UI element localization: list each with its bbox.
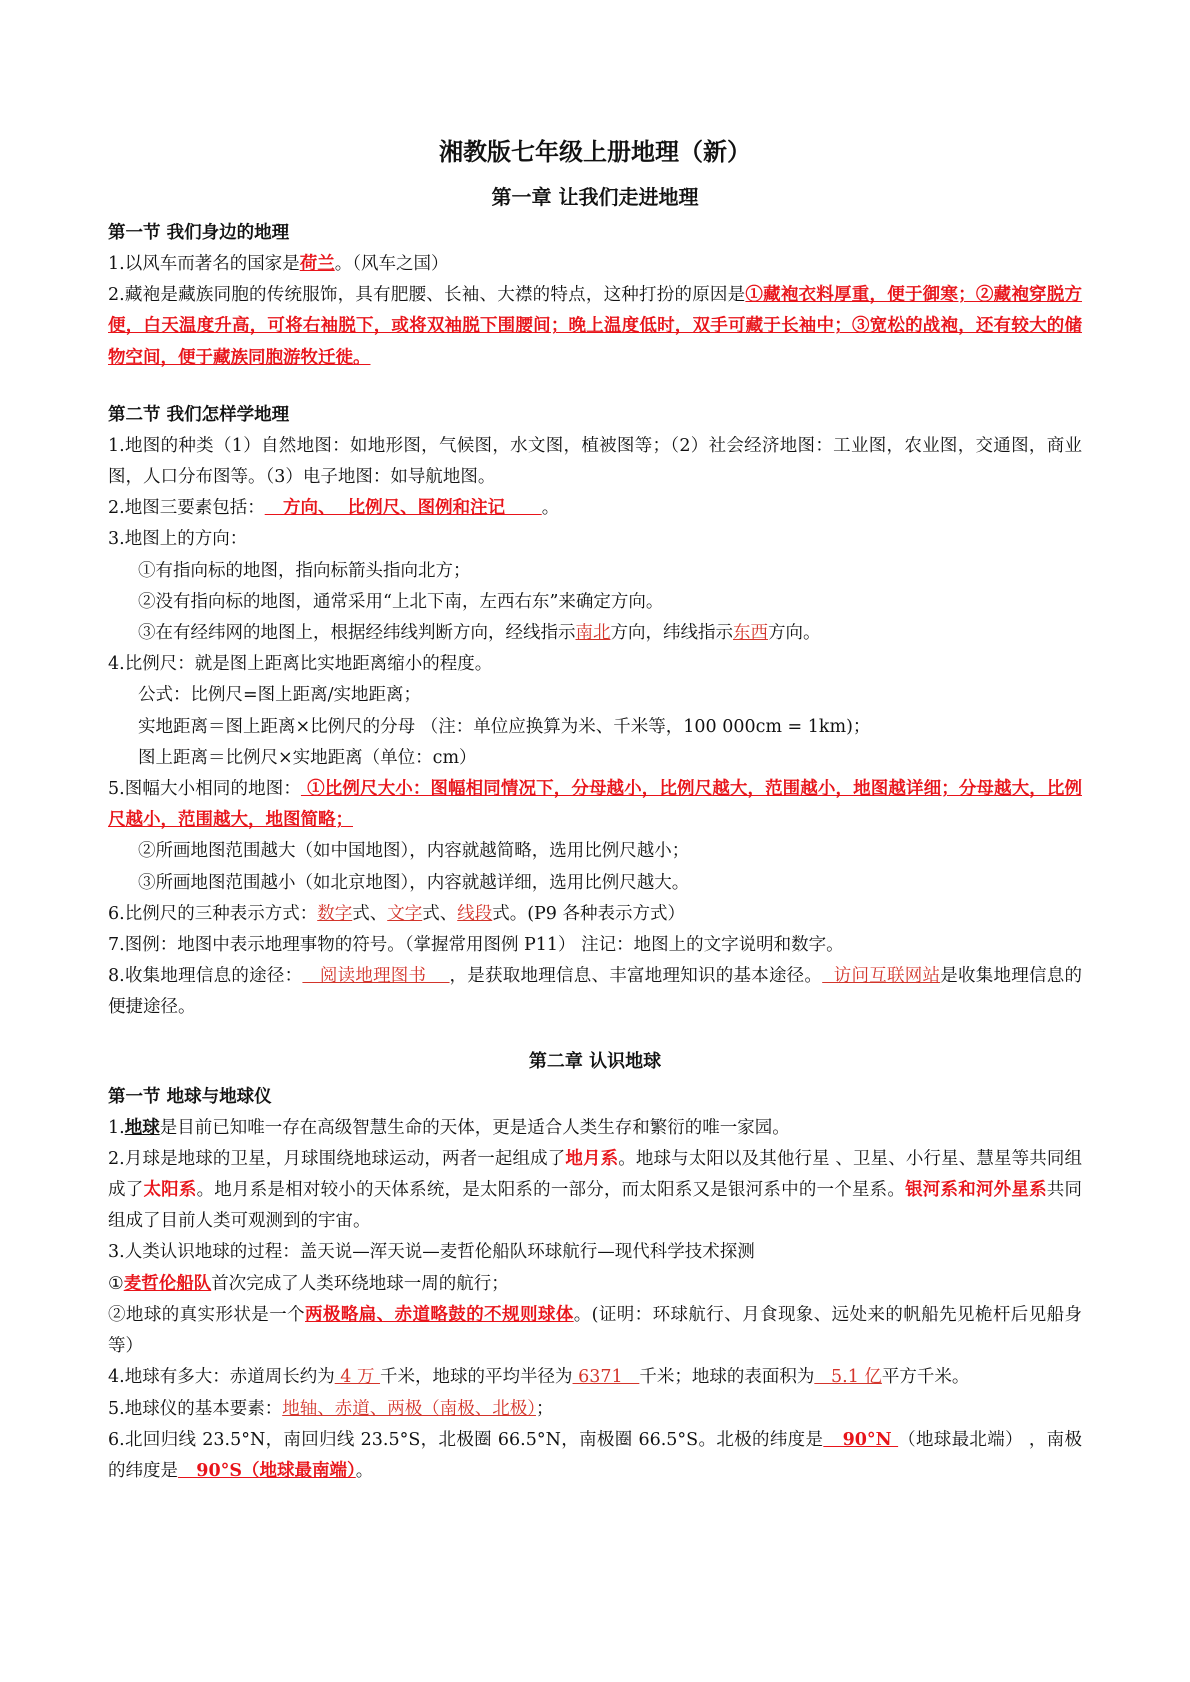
answer-text: 南北	[575, 623, 611, 644]
item-1-2-4c: 图上距离＝比例尺×实地距离（单位：cm）	[138, 747, 477, 768]
key-term: 地球	[124, 1117, 160, 1138]
item-1-2-7: 7.图例：地图中表示地理事物的符号。（掌握常用图例 P11） 注记：地图上的文字说明和数字。	[108, 935, 844, 956]
item-1-2-3a: ①有指向标的地图，指向标箭头指向北方；	[138, 560, 471, 581]
item-1-1-2: 2.藏袍是藏族同胞的传统服饰，具有肥腰、长袖、大襟的特点，这种打扮的原因是①藏袍衣料厚重，便于御寒；②藏袍穿脱方便，白天温度升高，可将右袖脱下，或将双袖脱下围腰间；晚上温度低时，双手可藏于长袖中；③宽松的战袍，还有较大的储物空间，便于藏族同胞游牧迁徙。	[108, 285, 1083, 368]
item-1-2-4: 4.比例尺：就是图上距离比实地距离缩小的程度。	[108, 654, 493, 675]
section-1-2-title: 第二节 我们怎样学地理	[108, 404, 290, 425]
answer-text: 90°S（地球最南端）	[178, 1460, 356, 1481]
item-1-1-1: 1.以风车而著名的国家是荷兰。（风车之国）	[108, 254, 449, 274]
item-1-2-8: 8.收集地理信息的途径： 阅读地理图书 ，是获取地理信息、丰富地理知识的基本途径。 访问互联网站是收集地理信息的便捷途径。	[108, 966, 1082, 1018]
answer-text: 线段	[457, 903, 493, 924]
item-1-2-3c: ③在有经纬网的地图上，根据经纬线判断方向，经线指示南北方向，纬线指示东西方向。	[138, 623, 821, 644]
key-term: 地月系	[565, 1148, 619, 1169]
answer-text: 6371	[572, 1367, 640, 1388]
item-1-2-3: 3.地图上的方向：	[108, 529, 248, 550]
item-2-1-3a: ①麦哲伦船队首次完成了人类环绕地球一周的航行；	[108, 1273, 509, 1294]
item-2-1-1: 1.地球是目前已知唯一存在高级智慧生命的天体，更是适合人类生存和繁衍的唯一家园。	[108, 1117, 790, 1138]
answer-text: 荷兰	[299, 254, 335, 274]
item-2-1-5: 5.地球仪的基本要素：地轴、赤道、两极（南极、北极）；	[108, 1398, 554, 1419]
item-2-1-4: 4.地球有多大：赤道周长约为 4 万 千米，地球的平均半径为 6371 千米；地球的表面积为 5.1 亿平方千米。	[108, 1367, 970, 1388]
item-2-1-3: 3.人类认识地球的过程：盖天说—浑天说—麦哲伦船队环球航行—现代科学技术探测	[108, 1242, 755, 1263]
key-term: 银河系和河外星系	[905, 1180, 1047, 1201]
chapter-2-title: 第二章 认识地球	[528, 1050, 662, 1072]
section-2-1-title: 第一节 地球与地球仪	[108, 1086, 272, 1107]
answer-text: 方向、 比例尺、图例和注记	[264, 498, 542, 519]
answer-text: 东西	[733, 623, 768, 644]
answer-text: ①比例尺大小：图幅相同情况下，分母越小，比例尺越大，范围越小，地图越详细；分母越大，比例尺越小，范围越大，地图简略；	[108, 779, 1082, 831]
item-1-2-2: 2.地图三要素包括： 方向、 比例尺、图例和注记 。	[108, 498, 560, 519]
document-title: 湘教版七年级上册地理（新）	[439, 138, 751, 166]
item-1-2-5c: ③所画地图范围越小（如北京地图），内容就越详细，选用比例尺越大。	[138, 872, 690, 893]
item-2-1-6: 6.北回归线 23.5°N，南回归线 23.5°S，北极圈 66.5°N，南极圈 66.5°S。北极的纬度是 90°N （地球最北端） ，南极的纬度是 90°S（地球最南端）。	[108, 1429, 1082, 1481]
answer-text: 数字	[317, 903, 353, 924]
section-1-1-title: 第一节 我们身边的地理	[108, 223, 290, 243]
item-1-2-4b: 实地距离＝图上距离×比例尺的分母 （注：单位应换算为米、千米等，100 000cm = 1km)；	[138, 716, 871, 737]
item-1-2-5b: ②所画地图范围越大（如中国地图），内容就越简略，选用比例尺越小；	[138, 841, 690, 862]
answer-text: 麦哲伦船队	[123, 1273, 212, 1294]
answer-text: 两极略扁、赤道略鼓的不规则球体	[305, 1304, 574, 1325]
key-term: 太阳系	[143, 1180, 197, 1201]
item-1-2-3b: ②没有指向标的地图，通常采用“上北下南，左西右东”来确定方向。	[138, 591, 664, 612]
answer-text: 5.1 亿	[814, 1367, 882, 1388]
item-1-2-6: 6.比例尺的三种表示方式：数字式、文字式、线段式。(P9 各种表示方式）	[108, 903, 686, 924]
answer-text: 90°N	[823, 1429, 899, 1450]
item-1-2-5: 5.图幅大小相同的地图： ①比例尺大小：图幅相同情况下，分母越小，比例尺越大，范围越小，地图越详细；分母越大，比例尺越小，范围越大，地图简略；	[108, 779, 1082, 831]
chapter-1-title: 第一章 让我们走进地理	[491, 185, 699, 209]
answer-text: 访问互联网站	[822, 966, 941, 987]
answer-text: ①藏袍衣料厚重，便于御寒；②藏袍穿脱方便，白天温度升高，可将右袖脱下，或将双袖脱下围腰间；晚上温度低时，双手可藏于长袖中；③宽松的战袍，还有较大的储物空间，便于藏族同胞游牧迁徙。	[108, 285, 1083, 368]
item-2-1-3b: ②地球的真实形状是一个两极略扁、赤道略鼓的不规则球体。(证明：环球航行、月食现象、远处来的帆船先见桅杆后见船身等）	[108, 1304, 1083, 1357]
item-1-2-1: 1.地图的种类（1）自然地图：如地形图，气候图，水文图，植被图等；（2）社会经济地图：工业图，农业图，交通图，商业图，人口分布图等。（3）电子地图：如导航地图。	[108, 435, 1082, 488]
answer-text: 阅读地理图书	[302, 966, 450, 987]
item-2-1-2: 2.月球是地球的卫星，月球围绕地球运动，两者一起组成了地月系。地球与太阳以及其他行星 、卫星、小行星、慧星等共同组成了太阳系。地月系是相对较小的天体系统，是太阳系的一部分，而太阳系又是银河系中的一个星系。银河系和河外星系共同组成了目前人类可观测到的宇宙。	[108, 1148, 1083, 1232]
answer-text: 文字	[387, 903, 423, 924]
answer-text: 4 万	[334, 1367, 381, 1388]
item-1-2-4a: 公式：比例尺=图上距离/实地距离；	[138, 685, 422, 706]
document-page	[108, 128, 1082, 1487]
answer-text: 地轴、赤道、两极（南极、北极）	[282, 1398, 536, 1419]
